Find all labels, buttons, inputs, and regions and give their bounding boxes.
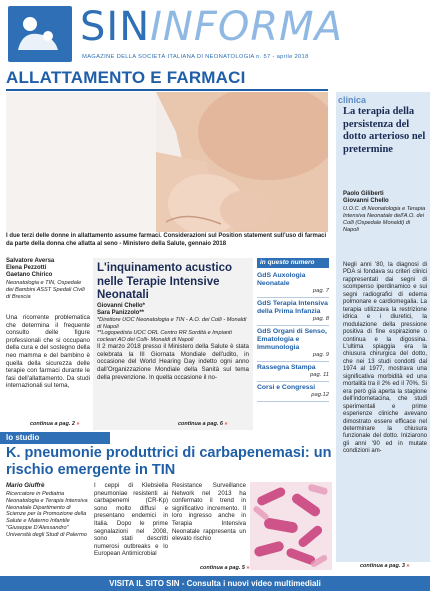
toc-item[interactable]: [257, 298, 329, 326]
bottom-article-column-2: Resistance Surveillance Network nel 2013 ha confermato il trend in significativo incremento. Il loro ingresso anche in Terapia Intensiva Neonatale rappresenta un elevato rischio: [172, 482, 246, 543]
toc-list: [257, 270, 329, 402]
mid-article-body: Il 2 marzo 2018 presso il Ministero della Salute è stata celebrata la III Giornata Mondiale dell'udito, in occasione del World Hearing Day indetto ogni anno dall'Organizzazione Mondiale della Sanità sul tema della prevenzione. In quella occasione il no-: [97, 343, 249, 381]
clinica-article-affiliation: U.O.C. di Neonatologia e Terapia Intensiva Neonatale dell'A.O. dei Colli (Ospedale Monaldi) di Napoli: [343, 206, 426, 233]
toc-item[interactable]: [257, 326, 329, 362]
double-chevron-right-icon: »: [246, 565, 250, 571]
continue-text: continua a pag. 5: [200, 565, 245, 571]
lo-studio-section-tag: lo studio: [0, 432, 110, 444]
bottom-article-author: Mario Giuffrè: [6, 482, 45, 489]
bottom-article-column-1: I ceppi di Klebsiella pneumoniae resistenti ai carbapenemi (CR-Kp) sono molto diffusi e presentano endemici in Italia. Dopo le prime segnalazioni nel 2008, sono stati descritti numerosi outbreaks e lo European Antimicrobial: [94, 482, 168, 558]
masthead: [0, 0, 430, 66]
breastfeeding-photo: [6, 92, 328, 232]
continue-text: continua a pag. 2: [30, 421, 75, 427]
in-questo-numero: [257, 258, 329, 430]
toc-item-label: GdS Terapia Intensiva della Prima Infanzia: [257, 300, 328, 315]
headline-rule: [6, 89, 328, 91]
double-chevron-right-icon: »: [76, 421, 80, 427]
clinica-continue-link[interactable]: [360, 563, 410, 569]
continue-text: continua a pag. 3: [360, 563, 405, 569]
bacteria-icon: [250, 482, 332, 570]
toc-item-page: pag. 9: [312, 352, 329, 358]
left-article-continue-link[interactable]: [30, 421, 80, 427]
toc-item-page: pag. 7: [312, 288, 329, 294]
toc-item-page: pag.12: [311, 392, 329, 398]
toc-item-label: GdS Auxologia Neonatale: [257, 272, 306, 287]
brand-title: [80, 6, 343, 48]
mid-article-affiliation: *Direttore UOC Neonatologia e TIN - A.O. dei Colli - Monaldi di Napoli **Logopedista UOC ORL Centro RR Sordità e Impianti cocleari AO dei Colli- Monaldi di Napoli: [97, 317, 247, 344]
brand-part2: INFORMA: [150, 4, 343, 50]
double-chevron-right-icon: »: [224, 421, 228, 427]
toc-item[interactable]: [257, 382, 329, 402]
bacteria-illustration: [250, 482, 332, 570]
clinica-article-body: Negli anni '80, la diagnosi di PDA si fondava su criteri clinici rappresentati dai segni di scompenso iperdinamico e sui segni radiografici di edema polmonare e cardiomegalia. La terapia utilizzava la restrizione idrica e i diuretici, la modulazione della pressione positiva di fine espirazione o continua e la digossina. L'ultima spiaggia era la chiusura chirurgica del dotto, che nei 13 studi condotti dal 1974 al 1977, mostrava una significativa morbidità ed una mortalità tra il 2% ed il 70%. Si era però già aperta la stagione dell'indometacina, che studi sperimentali e prime esperienze cliniche avevano dimostrato essere efficace nel determinare la chiusura funzionale del dotto. Iniziarono gli anni '90 ed in mutate condizioni am-: [343, 262, 427, 455]
toc-item[interactable]: [257, 270, 329, 298]
toc-item-label: GdS Organi di Senso, Ematologia e Immunologia: [257, 328, 327, 351]
breastfeeding-photo-icon: [6, 92, 328, 232]
bottom-article-continue-link[interactable]: [200, 565, 250, 571]
toc-item-label: Corsi e Congressi: [257, 384, 316, 391]
mid-article-title[interactable]: L'inquinamento acustico nelle Terapie Intensive Neonatali: [97, 262, 232, 301]
toc-item-page: pag. 8: [312, 316, 329, 322]
double-chevron-right-icon: »: [406, 563, 410, 569]
left-article-affiliation: Neonatologia e TIN, Ospedale dei Bambini ASST Spedali Civili di Brescia: [6, 280, 85, 300]
clinica-article-authors: Paolo Giliberti Giovanni Chello: [343, 191, 389, 205]
footer-site-link-bar[interactable]: VISITA IL SITO SIN - Consulta i nuovi video multimediali: [0, 576, 430, 591]
toc-item[interactable]: [257, 362, 329, 382]
continue-text: continua a pag. 6: [178, 421, 223, 427]
sin-logo: [8, 6, 72, 62]
lead-headline[interactable]: ALLATTAMENTO E FARMACI: [6, 68, 246, 87]
mid-article-continue-link[interactable]: [178, 421, 228, 427]
left-article-body: Una ricorrente problematica che determina il frequente consulto delle figure professionali che si occupano della cura e del sostegno della neo mamma e del bambino è quella della sicurezza delle terapie con farmaci durante le fasi dell'allattamento. Da studi internazionali sul tema,: [6, 314, 90, 390]
brand-part1: SIN: [80, 4, 151, 50]
clinica-article-title[interactable]: La terapia della persistenza del dotto arterioso nel pretermine: [343, 106, 426, 155]
mother-baby-logo-icon: [8, 6, 72, 62]
clinica-section-tag: clinica: [338, 95, 367, 105]
bottom-article-affiliation: Ricercatore in Pediatria Neonatologia e Terapia Intensiva Neonatale Dipartimento di Scienze per la Promozione della Salute e Materno Infantile "Giuseppe D'Alessandro" Università degli Studi di Palermo: [6, 491, 88, 538]
toc-header: in questo numero: [257, 258, 329, 268]
toc-item-page: pag. 11: [310, 372, 329, 378]
bottom-article-title[interactable]: K. pneumonie produttrici di carbapenemasi: un rischio emergente in TIN: [6, 445, 332, 478]
mid-article-authors: Giovanni Chello* Sara Panizzolo**: [97, 303, 146, 317]
photo-caption: I due terzi delle donne in allattamento assume farmaci. Considerazioni sul Position statement sull'uso di farmaci da parte della donna che allatta al seno - Ministero della Salute, gennaio 2018: [6, 233, 327, 247]
toc-item-label: Rassegna Stampa: [257, 364, 316, 371]
left-article-authors: Salvatore Aversa Elena Pezzotti Gaetano Chirico: [6, 258, 55, 279]
masthead-tagline: MAGAZINE DELLA SOCIETÀ ITALIANA DI NEONATOLOGIA n. 57 - aprile 2018: [82, 54, 309, 60]
